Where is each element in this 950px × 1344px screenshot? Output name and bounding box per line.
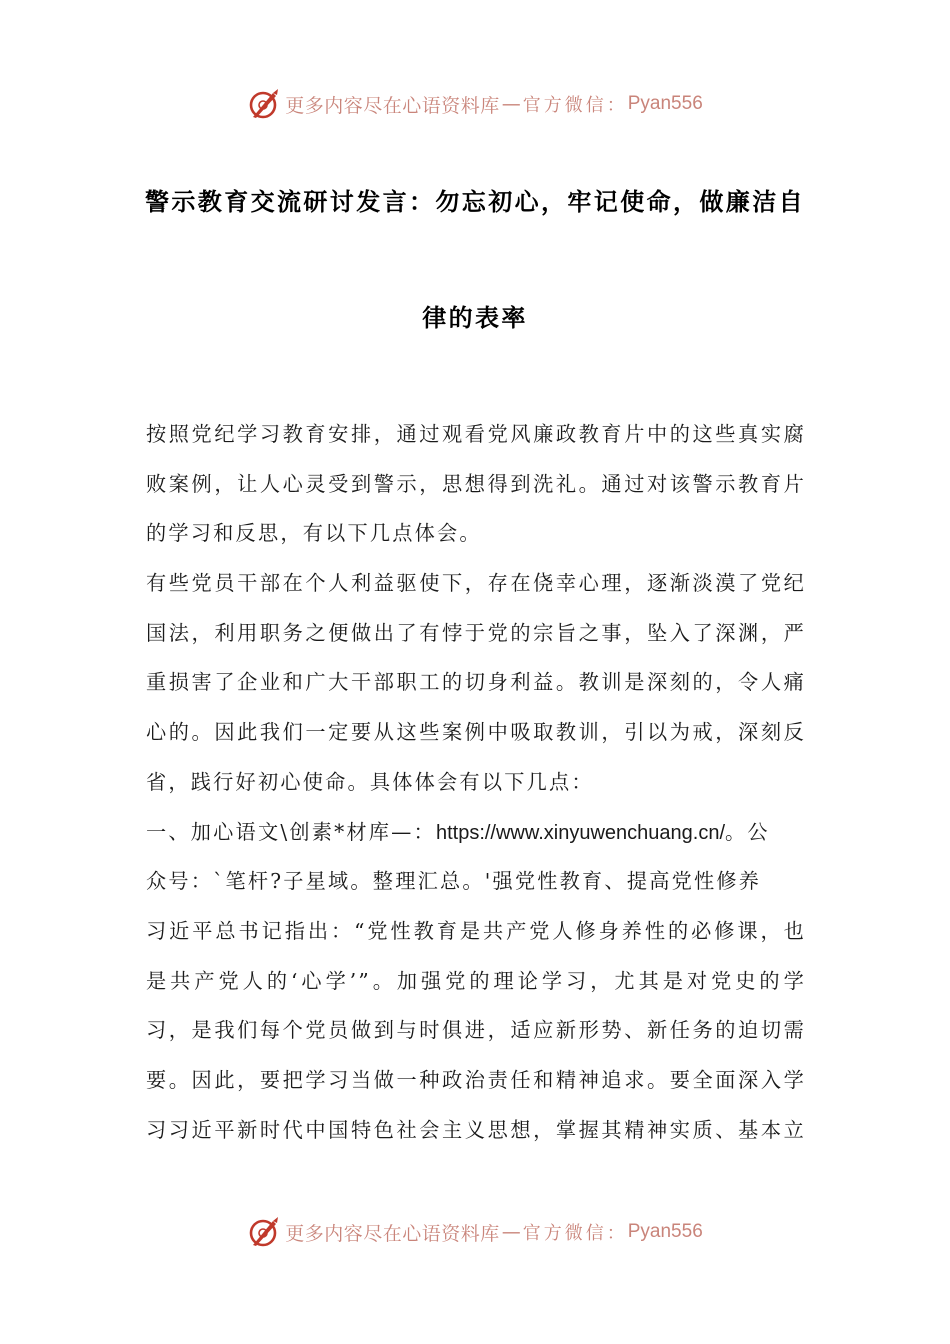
quill-logo-icon: [247, 87, 281, 121]
body-line: 重损害了企业和广大干部职工的切身利益。教训是深刻的，令人痛: [146, 670, 806, 695]
banner-official-label: 官方微信：: [522, 95, 628, 116]
quill-logo-icon: [247, 1215, 281, 1249]
banner-wechat-id: Pyan556: [627, 1221, 703, 1242]
body-line: 习，是我们每个党员做到与时俱进，适应新形势、新任务的迫切需: [146, 1018, 806, 1043]
body-line: 国法，利用职务之便做出了有悖于党的宗旨之事，坠入了深渊，严: [146, 620, 806, 645]
document-title-line-2: 律的表率: [422, 304, 528, 332]
banner-text: 更多内容尽在心语资料库: [285, 94, 500, 117]
body-line: 习近平总书记指出：“党性教育是共产党人修身养性的必修课，也: [146, 918, 806, 943]
body-line: 的学习和反思，有以下几点体会。: [146, 521, 482, 546]
body-line: 习习近平新时代中国特色社会主义思想，掌握其精神实质、基本立: [146, 1117, 806, 1142]
banner-separator: —: [501, 1221, 521, 1243]
document-body: [146, 418, 806, 1163]
footer-banner: [0, 1212, 950, 1252]
header-banner: [0, 84, 950, 124]
banner-wechat-id: Pyan556: [627, 93, 703, 114]
body-line: 按照党纪学习教育安排，通过观看党风廉政教育片中的这些真实腐: [146, 422, 806, 446]
body-line: 要。因此，要把学习当做一种政治责任和精神追求。要全面深入学: [146, 1067, 806, 1092]
body-line-url: [146, 816, 806, 866]
body-line: 是共产党人的‘心学’”。加强党的理论学习，尤其是对党史的学: [146, 968, 806, 993]
body-line: 众号：`笔杆?子星域。整理汇总。'强党性教育、提高党性修养: [146, 869, 762, 894]
banner-text: 更多内容尽在心语资料库: [285, 1222, 500, 1245]
body-line: 败案例，让人心灵受到警示，思想得到洗礼。通过对该警示教育片: [146, 471, 806, 496]
banner-official-label: 官方微信：: [522, 1223, 628, 1244]
source-url-link[interactable]: https://www.xinyuwenchuang.cn/: [435, 821, 725, 844]
url-line-prefix: 一、加心语文\创素*材库—：: [146, 819, 436, 844]
body-line: 有些党员干部在个人利益驱使下，存在侥幸心理，逐渐淡漠了党纪: [146, 571, 806, 596]
body-line: 心的。因此我们一定要从这些案例中吸取教训，引以为戒，深刻反: [146, 720, 806, 745]
body-line: 省，践行好初心使命。具体体会有以下几点：: [146, 769, 594, 794]
url-line-suffix: 。公: [725, 819, 770, 844]
banner-separator: —: [501, 93, 521, 115]
document-title-line-1: 警示教育交流研讨发言：勿忘初心，牢记使命，做廉洁自: [145, 188, 805, 216]
